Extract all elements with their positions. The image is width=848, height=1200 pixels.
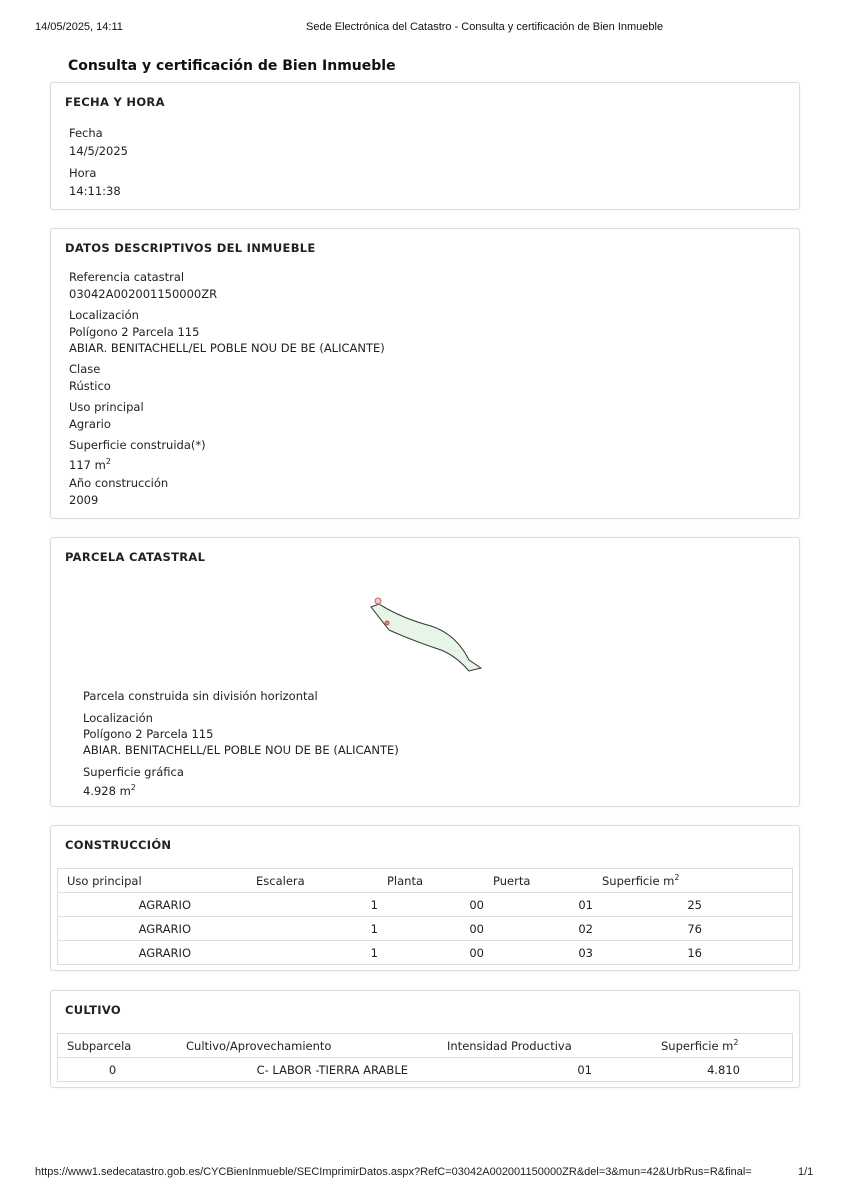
table-row: AGRARIO 1 00 03 16	[58, 941, 793, 965]
fecha-label: Fecha	[69, 126, 103, 140]
clase-value: Rústico	[69, 379, 111, 393]
loc-line2: ABIAR. BENITACHELL/EL POBLE NOU DE BE (ALICANTE)	[83, 743, 399, 757]
table-row: AGRARIO 1 00 02 76	[58, 917, 793, 941]
loc-line1: Polígono 2 Parcela 115	[69, 325, 200, 339]
panel-title: FECHA Y HORA	[65, 95, 165, 109]
col-header: Planta	[378, 869, 484, 893]
loc-line2: ABIAR. BENITACHELL/EL POBLE NOU DE BE (ALICANTE)	[69, 341, 385, 355]
anio-label: Año construcción	[69, 476, 169, 490]
clase-label: Clase	[69, 362, 101, 376]
col-header: Escalera	[247, 869, 378, 893]
col-header: Superficie $m^2$	[652, 1034, 793, 1058]
ref-label: Referencia catastral	[69, 270, 185, 284]
panel-title: CONSTRUCCIÓN	[65, 838, 172, 852]
uso-label: Uso principal	[69, 400, 144, 414]
fecha-value: 14/5/2025	[69, 144, 128, 158]
cultivo-table	[57, 1033, 793, 1082]
parcel-map	[361, 590, 501, 680]
table-header	[58, 1034, 793, 1058]
fecha-hora-panel	[50, 82, 800, 210]
table-row: AGRARIO 1 00 01 25	[58, 893, 793, 917]
table-row: 0 C- LABOR -TIERRA ARABLE 01 4.810	[58, 1058, 793, 1082]
print-datetime: 14/05/2025, 14:11	[35, 21, 123, 33]
anio-value: 2009	[69, 493, 99, 507]
print-title: Sede Electrónica del Catastro - Consulta y certificación de Bien Inmueble	[306, 21, 664, 33]
parcela-panel	[50, 537, 800, 807]
col-header: Subparcela	[58, 1034, 178, 1058]
col-header: Intensidad Productiva	[438, 1034, 652, 1058]
col-header: Uso principal	[58, 869, 248, 893]
uso-value: Agrario	[69, 417, 111, 431]
table-header	[58, 869, 793, 893]
page-title: Consulta y certificación de Bien Inmueble	[68, 58, 396, 74]
cultivo-panel	[50, 990, 800, 1088]
col-header: Superficie $m^2$	[593, 869, 793, 893]
construccion-panel	[50, 825, 800, 971]
loc-line1: Polígono 2 Parcela 115	[83, 727, 214, 741]
panel-title: PARCELA CATASTRAL	[65, 550, 206, 564]
col-header: Cultivo/Aprovechamiento	[177, 1034, 438, 1058]
datos-panel	[50, 228, 800, 519]
sup-label: Superficie construida(*)	[69, 438, 206, 452]
col-header: Puerta	[484, 869, 593, 893]
loc-label: Localización	[83, 711, 153, 725]
hora-label: Hora	[69, 166, 97, 180]
page-number: 1/1	[798, 1166, 814, 1178]
print-url: https://www1.sedecatastro.gob.es/CYCBienInmueble/SECImprimirDatos.aspx?RefC=03042A002001150000ZR&del=3&mun=42&UrbRus=R&final=	[35, 1166, 752, 1178]
hora-value: 14:11:38	[69, 184, 121, 198]
parcela-tipo: Parcela construida sin división horizontal	[83, 689, 318, 703]
sup-value: 117 $m^2$	[69, 457, 111, 472]
ref-value: 03042A002001150000ZR	[69, 287, 218, 301]
sup-label: Superficie gráfica	[83, 765, 184, 779]
loc-label: Localización	[69, 308, 139, 322]
panel-title: CULTIVO	[65, 1003, 121, 1017]
sup-value: 4.928 $m^2$	[83, 783, 136, 798]
construccion-table	[57, 868, 793, 965]
panel-title: DATOS DESCRIPTIVOS DEL INMUEBLE	[65, 241, 316, 255]
